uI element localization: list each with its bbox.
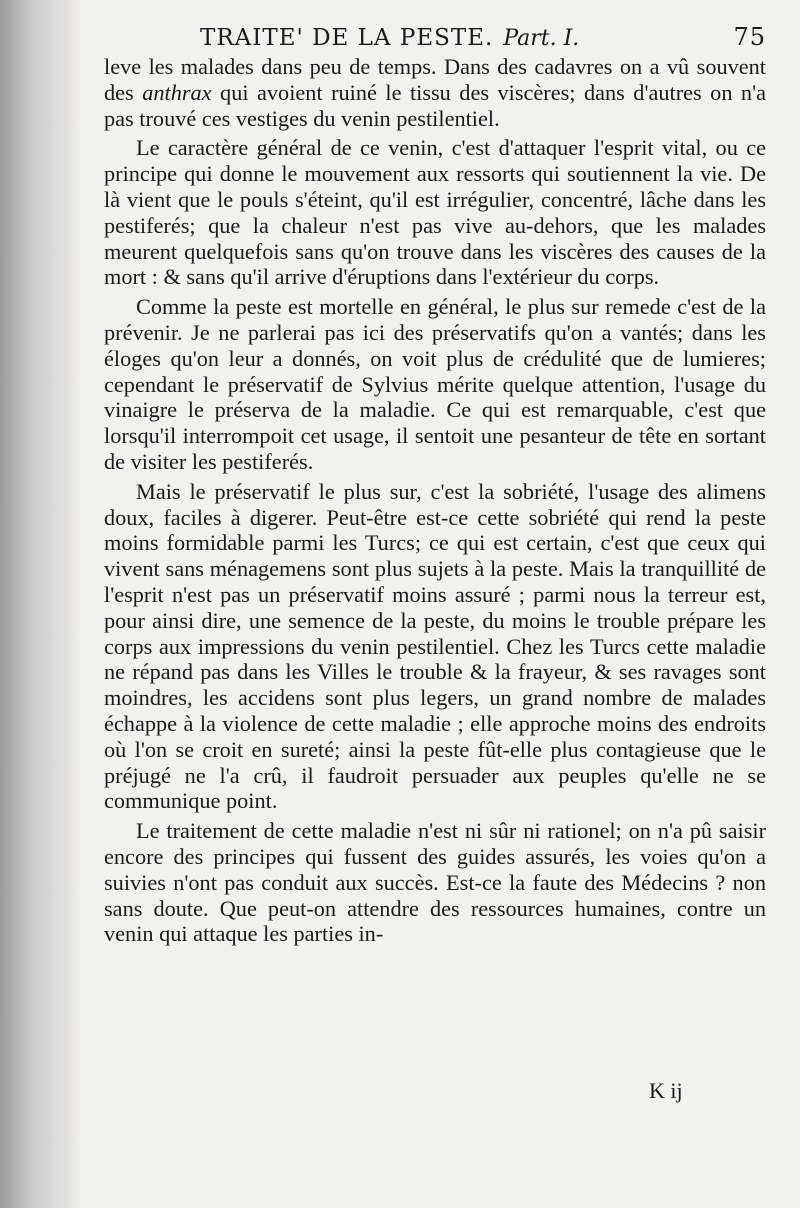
- paragraph: [104, 54, 766, 131]
- paragraph: [104, 479, 766, 814]
- paragraph: [104, 294, 766, 475]
- binding-gutter-shadow: [0, 0, 80, 1208]
- running-header: [104, 22, 766, 54]
- signature-mark: K ij: [649, 1078, 683, 1103]
- paragraph-text: leve les malades dans peu de temps. Dans des cadavres on a vû souvent des: [104, 54, 766, 105]
- body-text: [104, 54, 766, 947]
- paragraph-text: Le traitement de cette maladie n'est ni sûr ni rationel; on n'a pû saisir encore des principes qui fussent des guides assurés, les voies qu'on a suivies n'ont pas conduit aux succès. Est-ce la faute des Médecins ? non sans doute. Que peut-on attendre des ressources humaines, contre un venin qui attaque les parties in-: [104, 818, 766, 947]
- italic-term: anthrax: [142, 79, 212, 105]
- paragraph-text: Le caractère général de ce venin, c'est d'attaquer l'esprit vital, ou ce principe qui donne le mouvement aux ressorts qui soutiennent la vie. De là vient que le pouls s'éteint, qu'il est irrégulier, concentré, lâche dans les pestiferés; que la chaleur n'est pas vive au-dehors, que les malades meurent quelquefois sans qu'on trouve dans les viscères des causes de la mort : & sans qu'il arrive d'éruptions dans l'extérieur du corps.: [104, 135, 766, 290]
- paragraph: [104, 135, 766, 290]
- running-title: TRAITE' DE LA PESTE.: [200, 25, 494, 51]
- paragraph-text: qui avoient ruiné le tissu des viscères; dans d'autres on n'a pas trouvé ces vestiges du venin pestilentiel.: [104, 79, 766, 131]
- paragraph: [104, 818, 766, 947]
- paragraph-text: Mais le préservatif le plus sur, c'est la sobriété, l'usage des alimens doux, faciles à digerer. Peut-être est-ce cette sobriété qui rend la peste moins formidable parmi les Turcs; ce qui est certain, c'est que ceux qui vivent sans ménagemens sont plus sujets à la peste. Mais la tranquillité de l'esprit n'est pas un préservatif moins assuré ; parmi nous la terreur est, pour ainsi dire, une semence de la peste, du moins le trouble prépare les corps aux impressions du venin pestilentiel. Chez les Turcs cette maladie ne répand pas dans les Villes le trouble & la frayeur, & ses ravages sont moindres, les accidens sont plus legers, un grand nombre de malades échappe à la violence de cette maladie ; elle approche moins des endroits où l'on se croit en sureté; ainsi la peste fût-elle plus contagieuse que le préjugé ne l'a crû, il faudroit persuader aux peuples qu'elle ne se communique point.: [104, 478, 766, 814]
- paragraph-text: Comme la peste est mortelle en général, le plus sur remede c'est de la prévenir. Je ne parlerai pas ici des préservatifs qu'on a vantés; dans les éloges qu'on leur a donnés, on voit plus de crédulité que de lumieres; cependant le préservatif de Sylvius mérite quelque attention, l'usage du vinaigre le préserva de la maladie. Ce qui est remarquable, c'est que lorsqu'il interrompoit cet usage, il sentoit une pesanteur de tête en sortant de visiter les pestiferés.: [104, 294, 766, 474]
- part-label: Part. I.: [503, 26, 580, 51]
- page-number: 75: [733, 23, 766, 51]
